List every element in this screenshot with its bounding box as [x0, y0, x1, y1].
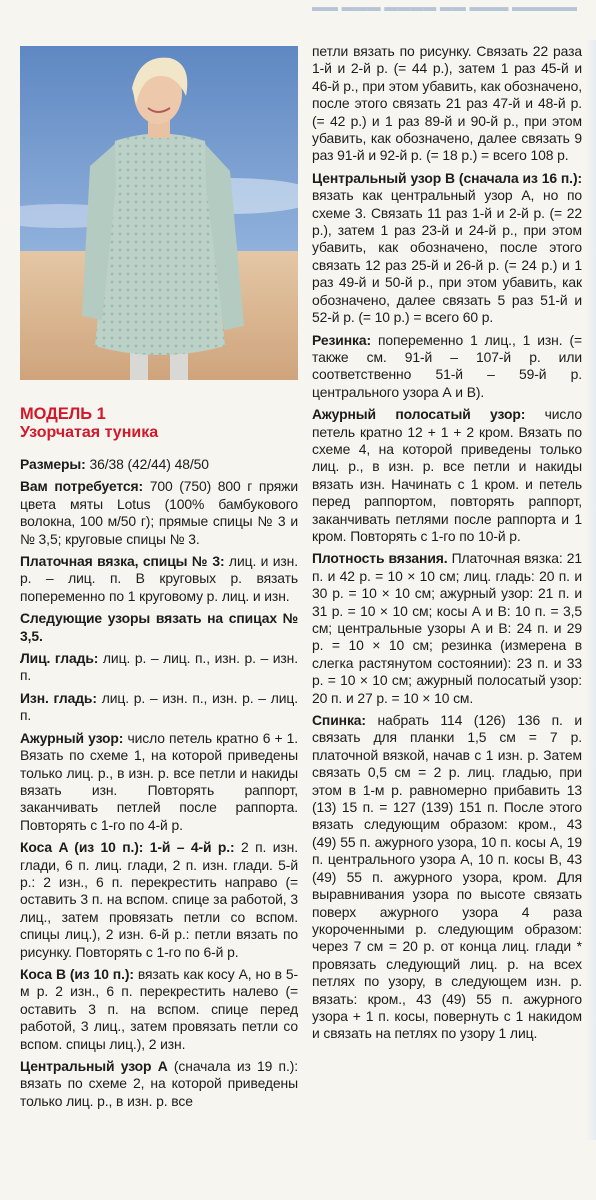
paragraph-heading: Вам потребуется:: [20, 478, 144, 495]
paragraph-text: Платочная вязка: 21 п. и 42 р. = 10 × 10 см; лиц. гладь: 20 п. и 30 р. = 10 × 10 см; ажурный узор: 21 п. и 31 р. = 10 × 10 см; косы А и В: 10 п. = 3,5 см; центральные узоры А и В: 24 п. и 29 р. = 10 × 10 см; резинка (измерена в слегка растянутом состоянии): 23 п. и 33 р. = 10 × 10 см; ажурный полосатый узор: 20 п. и 27 р. = 10 × 10 см.: [312, 550, 583, 706]
paragraph-heading: Следующие узоры вязать на спицах № 3,5.: [20, 610, 298, 644]
paragraph-heading: Размеры:: [20, 456, 86, 472]
paragraph-text: число петель кратно 6 + 1. Вязать по схеме 1, на которой приведены только лиц. р., в изн. р. все петли и накиды вязать изн. Повторять раппорт, заканчивать петлей после раппорта. Повторять с 1-го по 4-й р.: [20, 729, 298, 833]
model-photo-illustration: [20, 46, 298, 380]
paragraph-gauge: [312, 550, 582, 707]
paragraph-text: петли вязать по рисунку. Связать 22 раза 1-й и 2-й р. (= 44 р.), затем 1 раз 45-й и 46-й р., при этом убавить, как обозначено, после этого связать 21 раз 47-й и 48-й р. (= 42 р.) и 1 раз 89-й и 90-й р., при этом убавить, как обозначено, далее связать 9 раз 91-й и 92-й р. (= 18 р.) = всего 108 р.: [312, 43, 582, 164]
paragraph-text: 2 п. изн. глади, 6 п. лиц. глади, 2 п. изн. глади. 5-й р.: 2 изн., 6 п. перекрестить направо (= оставить 3 п. на вспом. спице за работой, 3 лиц., затем провязать петли со вспом. спицы лиц.), 2 изн. 6-й р.: петли вязать по рисунку. Повторять с 1-го по 6-й р.: [20, 839, 298, 960]
paragraph-heading: Платочная вязка, спицы № 3:: [20, 553, 225, 570]
paragraph-heading: Изн. гладь:: [20, 689, 97, 706]
right-column: [312, 43, 582, 1048]
paragraph-heading: Спинка:: [312, 712, 366, 729]
paragraph-heading: Центральный узор В (сначала из 16 п.):: [312, 169, 582, 186]
paragraph-reverse-stockinette: [20, 690, 298, 725]
model-title: МОДЕЛЬ 1: [20, 405, 106, 423]
paragraph-stockinette: [20, 650, 298, 685]
paragraph-text: лиц. и изн. р. – лиц. п. В круговых р. вязать попеременно по 1 круговому р. лиц. и изн.: [20, 553, 299, 604]
paragraph-text: лиц. р. – изн. п., изн. р. – лиц. п.: [20, 689, 299, 724]
paragraph-text: вязать как косу А, но в 5-м р. 2 изн., 6 п. перекрестить налево (= оставить 3 п. на вспом. спице перед работой, 3 лиц., затем провязать петли со вспом. спицы лиц.), 2 изн.: [20, 965, 299, 1052]
paragraph-back: [312, 712, 582, 1043]
paragraph-cable-b: [20, 966, 298, 1053]
paragraph-heading: Коса B (из 10 п.):: [20, 965, 134, 982]
paragraph-central-pattern-b: [312, 170, 582, 327]
paragraph-heading: Плотность вязания.: [312, 550, 448, 567]
paragraph-central-pattern-a-cont: [312, 43, 582, 165]
page-edge-shadow: [586, 40, 596, 1140]
paragraph-text: 700 (750) 800 г пряжи цвета мяты Lotus (100% бамбукового волокна, 100 м/50 г); прямые спицы № 3 и № 3,5; круговые спицы № 3.: [20, 478, 298, 547]
paragraph-lace-stripe: [312, 406, 582, 545]
paragraph-heading: Ажурный узор:: [20, 729, 124, 746]
paragraph-text: (сначала из 19 п.): вязать по схеме 2, на которой приведены только лиц. р., в изн. р. все: [20, 1058, 298, 1109]
paragraph-materials: [20, 478, 298, 548]
paragraph-text: 36/38 (42/44) 48/50: [85, 456, 209, 472]
paragraph-cable-a: [20, 839, 298, 961]
paragraph-heading: Лиц. гладь:: [20, 650, 99, 667]
paragraph-heading: Центральный узор А: [20, 1058, 168, 1074]
paragraph-text: набрать 114 (126) 136 п. и связать для планки 1,5 см = 7 р. платочной вязкой, начав с 1 изн. р. Затем связать 0,5 см = 2 р. лиц. гладью, при этом в 1-м р. равномерно прибавить 13 (13) 15 п. = 127 (139) 151 п. После этого вязать следующим образом: кром., 43 (49) 55 п. ажурного узора, 10 п. косы А, 19 п. центрального узора А, 10 п. косы B, 43 (49) 55 п. ажурного узора, кром. Для выравнивания узора по высоте связать поверх ажурного узора 4 раза укороченными р. следующим образом: через 7 см = 20 р. от конца лиц. глади * провязать следующий лиц. р. на всех петлях по узору, в следующем изн. р. вязать: кром., 43 (49) 55 п. ажурного узора + 1 п. косы, повернуть с 1 накидом и связать на петлях по узору 1 лиц.: [312, 712, 582, 1042]
model-photo: [20, 46, 298, 380]
paragraph-lace-pattern: [20, 730, 298, 834]
paragraph-heading: Ажурный полосатый узор:: [312, 406, 526, 423]
paragraph-heading: Резинка:: [312, 331, 371, 348]
paragraph-sizes: [20, 456, 298, 473]
paragraph-heading: Коса A (из 10 п.): 1-й – 4-й р.:: [20, 839, 235, 856]
paragraph-text: лиц. р. – лиц. п., изн. р. – изн. п.: [20, 650, 298, 684]
paragraph-text: число петель кратно 12 + 1 + 2 кром. Вязать по схеме 4, на которой приведены только лиц. р., в изн. р. все петли и накиды вязать изн. Начинать с 1 кром. и петель перед раппортом, повторять раппорт, заканчивать петлями после раппорта и 1 кром. Повторять с 1-го по 10-й р.: [312, 406, 582, 544]
cropped-top-text: ▬▬ ▬▬▬ ▬▬▬▬ ▬▬ ▬▬▬ ▬▬▬▬▬: [312, 0, 578, 14]
paragraph-text: попеременно 1 лиц., 1 изн. (= также см. 91-й – 107-й р. или соответственно 51-й – 59-й р. центрального узора А и В).: [312, 331, 582, 400]
paragraph-central-pattern-a: [20, 1058, 298, 1110]
paragraph-garter-stitch: [20, 553, 298, 605]
paragraph-needles-note: [20, 610, 298, 645]
left-column: [20, 405, 298, 1115]
paragraph-text: вязать как центральный узор А, но по схеме 3. Связать 11 раз 1-й и 2-й р. (= 22 р.), затем 1 раз 23-й и 24-й р., при этом убавить, как обозначено, после этого связать 12 раз 25-й и 26-й р. (= 24 р.) и 1 раз 49-й и 50-й р., при этом убавить, как обозначено, далее связать 5 раз 51-й и 52-й р. (= 10 р.) = всего 60 р.: [312, 187, 582, 326]
model-subtitle: Узорчатая туника: [20, 424, 159, 441]
paragraph-rib: [312, 332, 582, 402]
